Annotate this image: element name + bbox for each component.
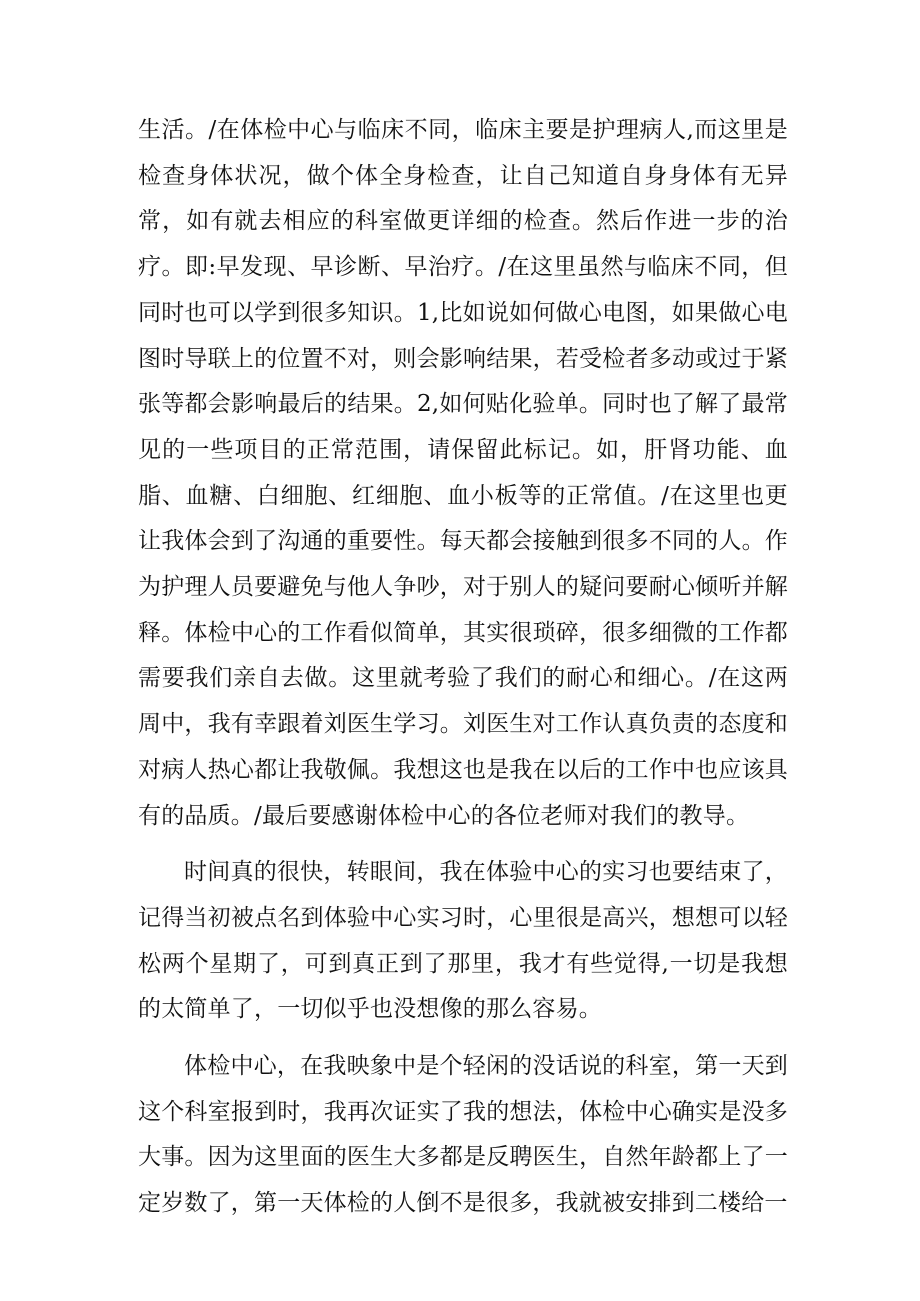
document-body (138, 108, 788, 1238)
paragraph-2: 时间真的很快，转眼间，我在体验中心的实习也要结束了，记得当初被点名到体验中心实习时，心里很是高兴，想想可以轻松两个星期了，可到真正到了那里，我才有些觉得,一切是我想的太简单了，一切似乎也没想像的那么容易。 (138, 859, 788, 1023)
paragraph-3: 体检中心，在我映象中是个轻闲的没话说的科室，第一天到这个科室报到时，我再次证实了我的想法，体检中心确实是没多大事。因为这里面的医生大多都是反聘医生，自然年龄都上了一定岁数了，第一天体检的人倒不是很多，我就被安排到二楼给一 (138, 1053, 788, 1217)
paragraph-1: 生活。/在体检中心与临床不同，临床主要是护理病人,而这里是检查身体状况，做个体全身检查，让自己知道自身身体有无异常，如有就去相应的科室做更详细的检查。然后作进一步的治疗。即:早发现、早诊断、早治疗。/在这里虽然与临床不同，但同时也可以学到很多知识。1,比如说如何做心电图，如果做心电图时导联上的位置不对，则会影响结果，若受检者多动或过于紧张等都会影响最后的结果。2,如何贴化验单。同时也了解了最常见的一些项目的正常范围，请保留此标记。如，肝肾功能、血脂、血糖、白细胞、红细胞、血小板等的正常值。/在这里也更让我体会到了沟通的重要性。每天都会接触到很多不同的人。作为护理人员要避免与他人争吵，对于别人的疑问要耐心倾听并解释。体检中心的工作看似简单，其实很琐碎，很多细微的工作都需要我们亲自去做。这里就考验了我们的耐心和细心。/在这两周中，我有幸跟着刘医生学习。刘医生对工作认真负责的态度和对病人热心都让我敬佩。我想这也是我在以后的工作中也应该具有的品质。/最后要感谢体检中心的各位老师对我们的教导。 (138, 117, 788, 829)
